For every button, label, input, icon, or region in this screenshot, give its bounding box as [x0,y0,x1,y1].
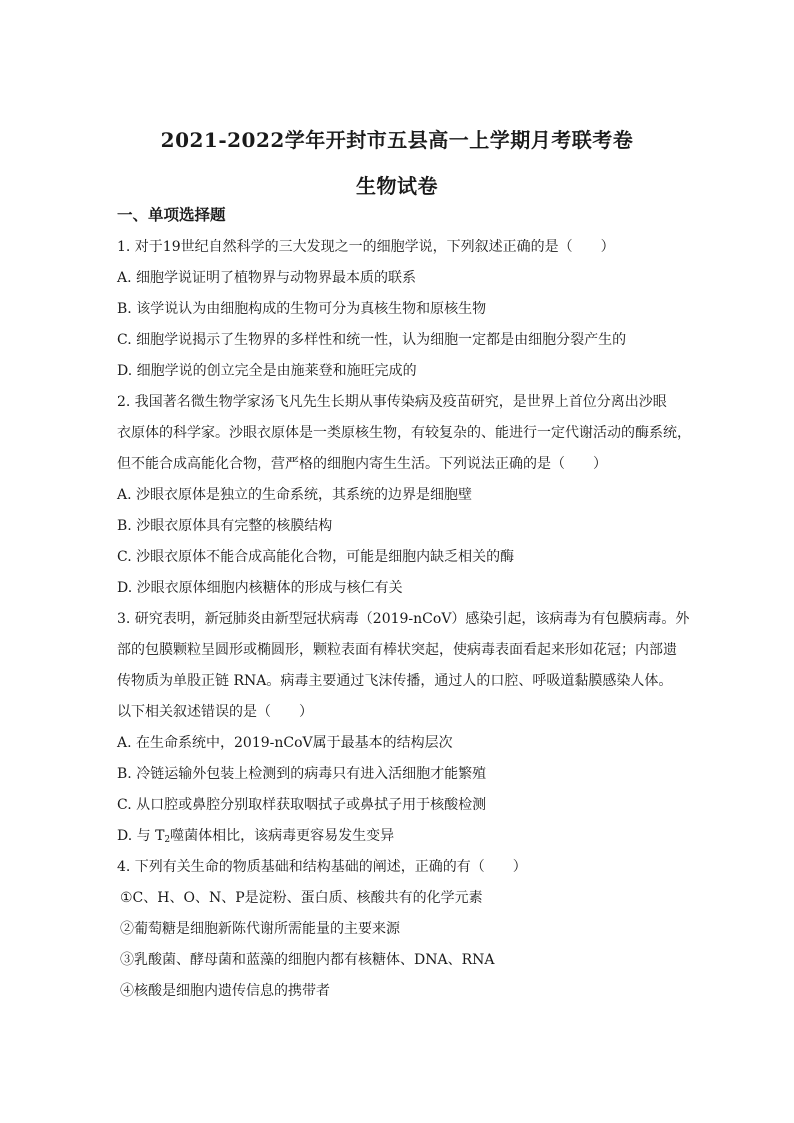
question-3-stem-line-4: 以下相关叙述错误的是（ ） [117,704,313,720]
question-2-stem-line-1: 2. 我国著名微生物学家汤飞凡先生长期从事传染病及疫苗研究，是世界上首位分离出沙眼 [117,394,667,410]
question-3-option-b: B. 冷链运输外包装上检测到的病毒只有进入活细胞才能繁殖 [117,766,487,782]
question-4-item-3: ③乳酸菌、酵母菌和蓝藻的细胞内都有核糖体、DNA、RNA [120,952,495,968]
question-2-option-b: B. 沙眼衣原体具有完整的核膜结构 [117,518,333,534]
question-1-option-b: B. 该学说认为由细胞构成的生物可分为真核生物和原核生物 [117,301,487,317]
question-4-item-1: ①C、H、O、N、P是淀粉、蛋白质、核酸共有的化学元素 [120,890,483,906]
exam-title: 2021-2022学年开封市五县高一上学期月考联考卷 [160,128,634,152]
question-3-option-d [117,826,394,850]
question-1-option-c: C. 细胞学说揭示了生物界的多样性和统一性，认为细胞一定都是由细胞分裂产生的 [117,332,627,348]
question-1-option-d: D. 细胞学说的创立完全是由施莱登和施旺完成的 [117,363,417,379]
exam-subtitle: 生物试卷 [356,174,438,198]
question-4-stem: 4. 下列有关生命的物质基础和结构基础的阐述，正确的有（ ） [117,859,527,875]
section-heading: 一、单项选择题 [117,205,226,224]
phage-subscript: 2 [164,835,171,845]
question-2-stem-line-3: 但不能合成高能化合物，营严格的细胞内寄生生活。下列说法正确的是（ ） [117,456,607,472]
option-d-prefix: D. 与 T [117,828,165,844]
question-2-option-c: C. 沙眼衣原体不能合成高能化合物，可能是细胞内缺乏相关的酶 [117,549,515,565]
question-1-stem: 1. 对于19世纪自然科学的三大发现之一的细胞学说，下列叙述正确的是（ ） [117,239,615,255]
question-3-stem-line-2: 部的包膜颗粒呈圆形或椭圆形，颗粒表面有棒状突起，使病毒表面看起来形如花冠；内部遗 [117,642,677,658]
question-2-option-a: A. 沙眼衣原体是独立的生命系统，其系统的边界是细胞壁 [117,487,473,503]
question-2-option-d: D. 沙眼衣原体细胞内核糖体的形成与核仁有关 [117,580,403,596]
option-d-suffix: 噬菌体相比，该病毒更容易发生变异 [170,828,395,844]
question-3-option-c: C. 从口腔或鼻腔分别取样获取咽拭子或鼻拭子用于核酸检测 [117,797,487,813]
question-4-item-2: ②葡萄糖是细胞新陈代谢所需能量的主要来源 [120,921,400,937]
question-2-stem-line-2: 衣原体的科学家。沙眼衣原体是一类原核生物，有较复杂的、能进行一定代谢活动的酶系统， [117,425,691,441]
question-3-option-a: A. 在生命系统中，2019-nCoV属于最基本的结构层次 [117,735,453,751]
question-3-stem-line-1: 3. 研究表明，新冠肺炎由新型冠状病毒（2019-nCoV）感染引起，该病毒为有包膜病毒。外 [117,611,690,627]
question-3-stem-line-3: 传物质为单股正链 RNA。病毒主要通过飞沫传播，通过人的口腔、呼吸道黏膜感染人体。 [117,673,673,689]
question-1-option-a: A. 细胞学说证明了植物界与动物界最本质的联系 [117,270,417,286]
question-4-item-4: ④核酸是细胞内遗传信息的携带者 [120,983,330,999]
